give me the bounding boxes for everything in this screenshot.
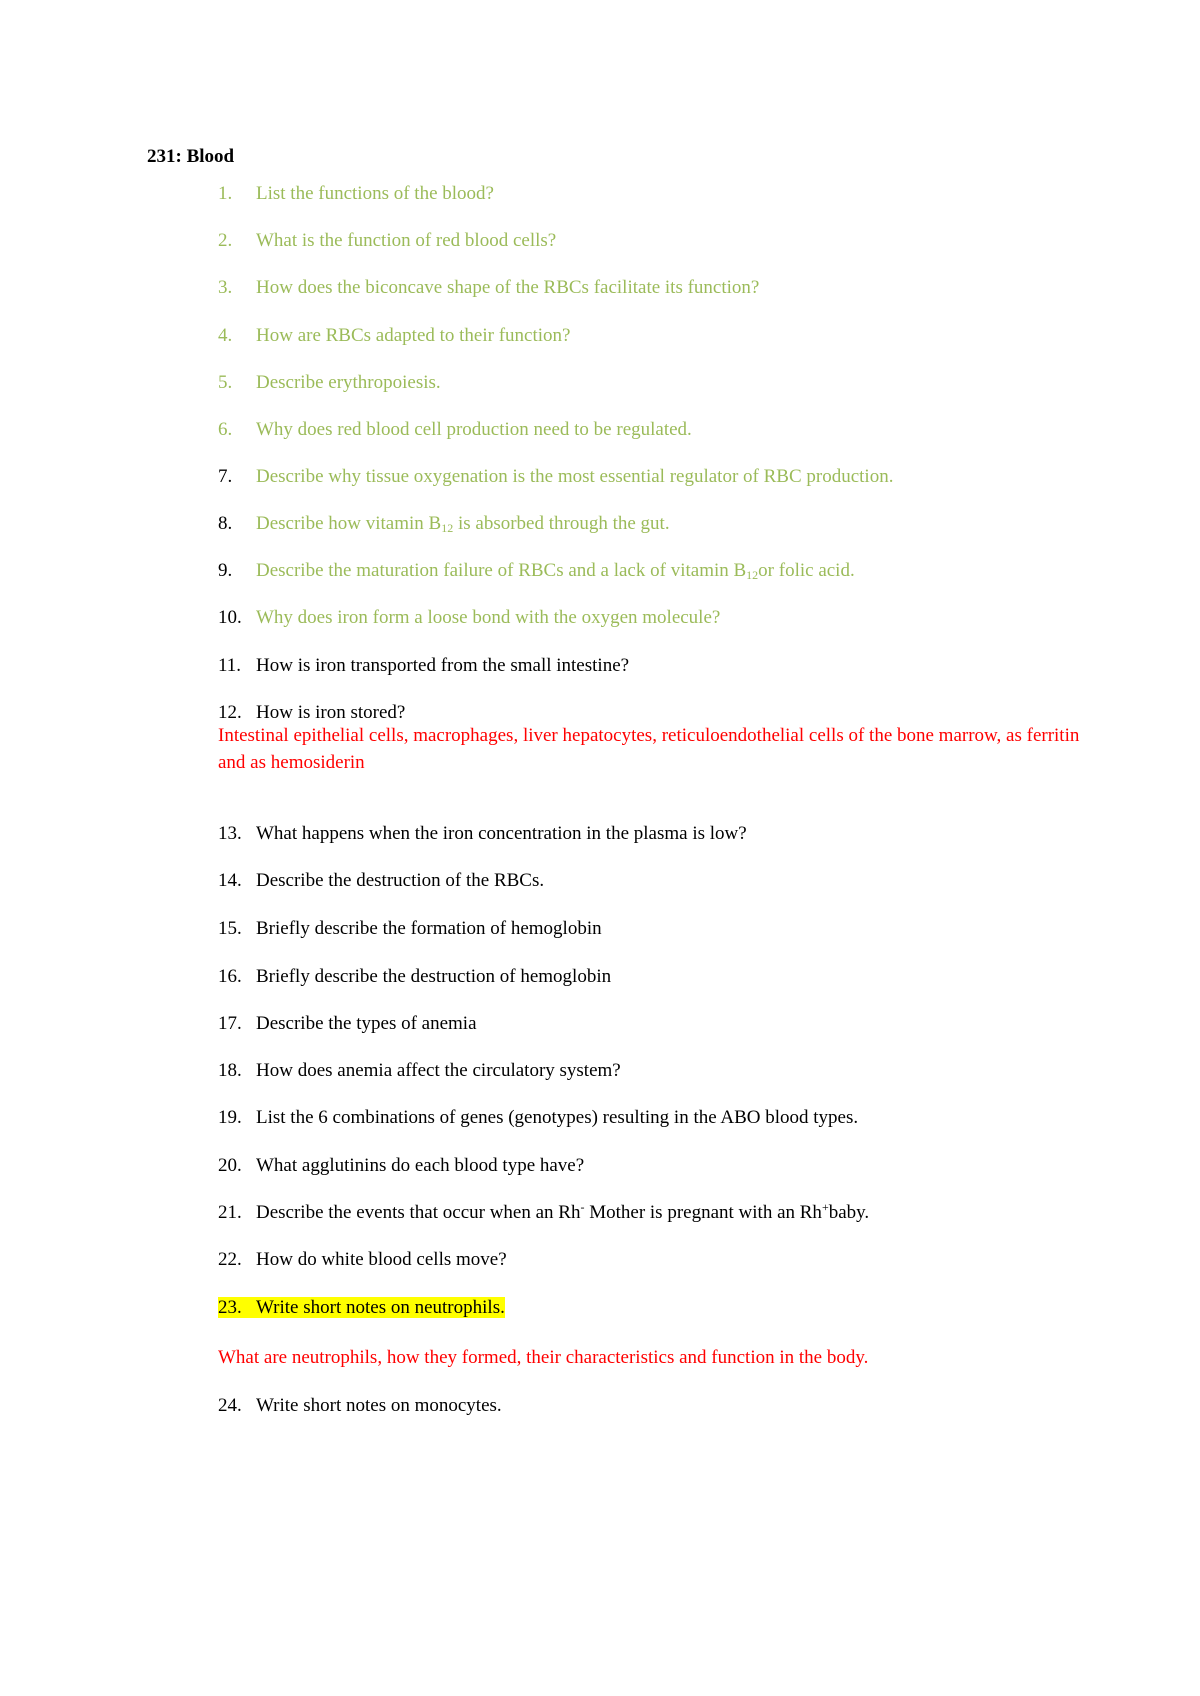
question-number: 4.	[218, 325, 233, 346]
question-number: 20.	[218, 1155, 242, 1176]
question-number: 9.	[218, 560, 233, 581]
question-text-cont: Mother is pregnant with an Rh	[584, 1202, 822, 1223]
question-item-18	[218, 1060, 621, 1082]
question-text: Briefly describe the destruction of hemoglobin	[256, 966, 612, 987]
question-text: What is the function of red blood cells?	[256, 230, 557, 251]
question-item-6	[218, 419, 692, 441]
question-number: 7.	[218, 466, 233, 487]
question-text: Describe erythropoiesis.	[256, 372, 441, 393]
document-title: 231: Blood	[147, 146, 235, 167]
question-item-22	[218, 1249, 507, 1271]
question-item-5	[218, 372, 441, 394]
highlighted-question	[218, 1297, 505, 1318]
question-item-15	[218, 918, 602, 940]
question-number: 2.	[218, 230, 233, 251]
question-number: 17.	[218, 1013, 242, 1034]
question-text: Describe how vitamin B	[256, 513, 442, 534]
question-number: 14.	[218, 870, 242, 891]
question-item-19	[218, 1107, 858, 1129]
question-text: Describe why tissue oxygenation is the most essential regulator of RBC production.	[256, 466, 894, 487]
question-item-3	[218, 277, 759, 299]
question-text: How does the biconcave shape of the RBCs facilitate its function?	[256, 277, 760, 298]
question-number: 5.	[218, 372, 233, 393]
question-item-4	[218, 325, 570, 347]
question-text: Write short notes on monocytes.	[256, 1395, 502, 1416]
question-item-14	[218, 870, 544, 892]
question-number: 3.	[218, 277, 233, 298]
question-text: Describe the events that occur when an Rh	[256, 1202, 581, 1223]
question-text: Write short notes on neutrophils.	[256, 1297, 505, 1318]
question-item-17	[218, 1013, 477, 1035]
question-text: Describe the destruction of the RBCs.	[256, 870, 545, 891]
question-item-12	[218, 702, 405, 724]
question-number: 24.	[218, 1395, 242, 1416]
question-number: 18.	[218, 1060, 242, 1081]
question-item-9	[218, 560, 855, 582]
question-text: List the functions of the blood?	[256, 183, 494, 204]
question-text-cont: is absorbed through the gut.	[453, 513, 670, 534]
question-text: How is iron transported from the small intestine?	[256, 655, 630, 676]
superscript: -	[580, 1200, 585, 1214]
question-number: 15.	[218, 918, 242, 939]
question-item-11	[218, 655, 629, 677]
question-item-20	[218, 1155, 584, 1177]
question-item-8	[218, 513, 670, 535]
question-text: How are RBCs adapted to their function?	[256, 325, 571, 346]
question-text: List the 6 combinations of genes (genotypes) resulting in the ABO blood types.	[256, 1107, 859, 1128]
question-item-16	[218, 966, 611, 988]
question-text: How do white blood cells move?	[256, 1249, 507, 1270]
question-number: 6.	[218, 419, 233, 440]
question-text: Why does iron form a loose bond with the oxygen molecule?	[256, 607, 721, 628]
question-text: What agglutinins do each blood type have?	[256, 1155, 585, 1176]
question-number: 22.	[218, 1249, 242, 1270]
answer-q23: What are neutrophils, how they formed, their characteristics and function in the body.	[218, 1347, 869, 1368]
question-item-21	[218, 1202, 869, 1224]
question-number: 23.	[218, 1297, 242, 1318]
question-item-10	[218, 607, 720, 629]
subscript: 12	[746, 568, 759, 582]
question-item-23	[218, 1297, 505, 1319]
answer-q12: Intestinal epithelial cells, macrophages, liver hepatocytes, reticuloendothelial cells of the bone marrow, as ferritin and as hemosiderin	[218, 725, 1080, 773]
question-item-24	[218, 1395, 502, 1417]
question-number: 21.	[218, 1202, 242, 1223]
question-text: How is iron stored?	[256, 702, 406, 723]
question-text: Why does red blood cell production need to be regulated.	[256, 419, 692, 440]
question-text-cont: or folic acid.	[758, 560, 855, 581]
superscript: +	[821, 1200, 829, 1214]
question-number: 10.	[218, 607, 242, 628]
question-item-2	[218, 230, 556, 252]
question-text: What happens when the iron concentration in the plasma is low?	[256, 823, 747, 844]
question-number: 1.	[218, 183, 233, 204]
question-number: 12.	[218, 702, 242, 723]
question-number: 16.	[218, 966, 242, 987]
question-item-1	[218, 183, 494, 205]
subscript: 12	[441, 521, 454, 535]
question-text: Briefly describe the formation of hemoglobin	[256, 918, 602, 939]
question-text: Describe the maturation failure of RBCs and a lack of vitamin B	[256, 560, 747, 581]
question-text: How does anemia affect the circulatory system?	[256, 1060, 621, 1081]
question-item-7	[218, 466, 893, 488]
question-number: 8.	[218, 513, 233, 534]
question-number: 19.	[218, 1107, 242, 1128]
question-text: Describe the types of anemia	[256, 1013, 477, 1034]
question-item-13	[218, 823, 747, 845]
question-text-end: baby.	[828, 1202, 870, 1223]
question-number: 13.	[218, 823, 242, 844]
question-number: 11.	[218, 655, 242, 676]
